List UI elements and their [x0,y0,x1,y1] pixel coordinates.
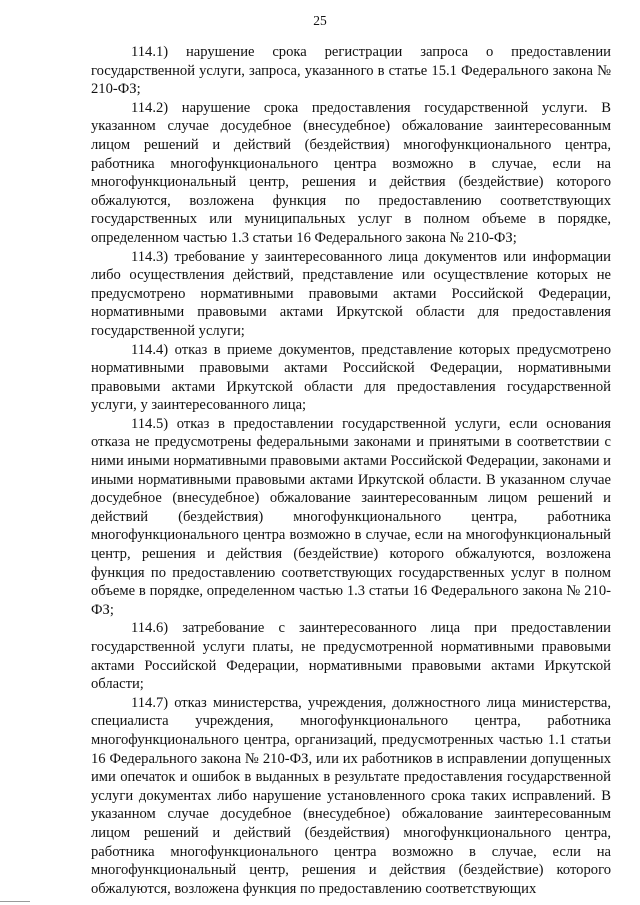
scan-edge-mark [0,901,30,902]
paragraph-114-7: 114.7) отказ министерства, учреждения, должностного лица министерства, специалиста учреждения, многофункционального центра, работника многофункционального центра, организаций, предусмотренных частью 1.1 статьи 16 Федерального закона № 210-ФЗ, или их работников в исправлении допущенных ими опечаток и ошибок в выданных в результате предоставления государственной услуги документах либо нарушение установленного срока таких исправлений. В указанном случае досудебное (внесудебное) обжалование заинтересованным лицом решений и действий (бездействия) многофункционального центра, работника многофункционального центра возможно в случае, если на многофункциональный центр, решения и действия (бездействие) которого обжалуются, возложена функция по предоставлению соответствующих [91,694,611,897]
paragraph-114-6: 114.6) затребование с заинтересованного лица при предоставлении государственной услуги платы, не предусмотренной нормативными правовыми актами Российской Федерации, нормативными правовыми актами Иркутской области; [91,620,611,693]
paragraph-114-1: 114.1) нарушение срока регистрации запроса о предоставлении государственной услуги, запроса, указанного в статье 15.1 Федерального закона № 210-ФЗ; [91,44,611,98]
paragraph-114-3: 114.3) требование у заинтересованного лица документов или информации либо осуществления действий, представление или осуществление которых не предусмотрено нормативными правовыми актами Российской Федерации, нормативными правовыми актами Иркутской области для предоставления государственной услуги; [91,248,611,339]
paragraph-114-5: 114.5) отказ в предоставлении государственной услуги, если основания отказа не предусмотрены федеральными законами и принятыми в соответствии с ними иными нормативными правовыми актами Российской Федерации, законами и иными нормативными правовыми актами Иркутской области. В указанном случае досудебное (внесудебное) обжалование заинтересованным лицом решений и действий (бездействия) многофункционального центра, работника многофункционального центра возможно в случае, если на многофункциональный центр, решения и действия (бездействие) которого обжалуются, возложена функция по предоставлению соответствующих государственных услуг в полном объеме в порядке, определенном частью 1.3 статьи 16 Федерального закона № 210-ФЗ; [91,415,611,618]
paragraph-114-2: 114.2) нарушение срока предоставления государственной услуги. В указанном случае досудебное (внесудебное) обжалование заинтересованным лицом решений и действий (бездействия) многофункционального центра, работника многофункционального центра возможно в случае, если на многофункциональный центр, решения и действия (бездействие) которого обжалуются, возложена функция по предоставлению соответствующих государственных или муниципальных услуг в полном объеме в порядке, определенном частью 1.3 статьи 16 Федерального закона № 210-ФЗ; [91,99,611,246]
document-body [91,43,611,898]
paragraph-114-4: 114.4) отказ в приеме документов, представление которых предусмотрено нормативными правовыми актами Российской Федерации, нормативными правовыми актами Иркутской области для предоставления государственной услуги, у заинтересованного лица; [91,341,611,414]
page-number: 25 [313,13,327,28]
